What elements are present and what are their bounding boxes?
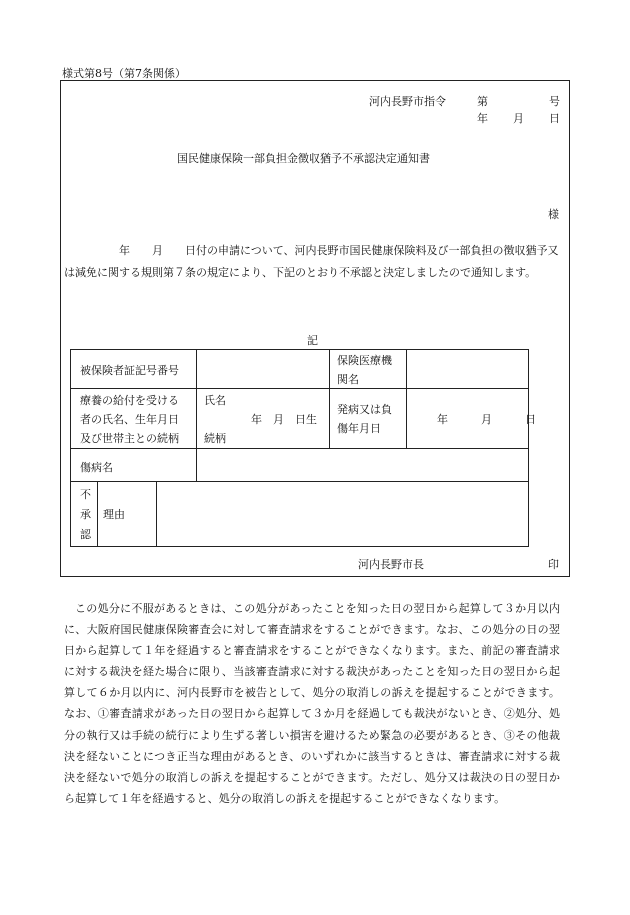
- table-border-left: [70, 349, 71, 547]
- table-border-bottom: [70, 546, 528, 547]
- table-line-3: [70, 481, 528, 482]
- onset-date: 年 月 日: [437, 413, 536, 426]
- table-col-reason: [156, 481, 157, 546]
- table-col-3: [406, 349, 407, 448]
- date-day: 日: [549, 112, 560, 125]
- onset-label-2: 傷年月日: [337, 422, 381, 435]
- table-line-1: [70, 388, 528, 389]
- birth-date: 年 月 日生: [251, 413, 317, 426]
- table-col-1: [196, 349, 197, 481]
- reason-label: 理由: [103, 508, 125, 521]
- mayor-label: 河内長野市長: [358, 558, 424, 571]
- seal-mark: 印: [548, 558, 559, 571]
- relation-label: 続柄: [204, 432, 226, 445]
- disapproval-char-1: 不: [80, 488, 91, 501]
- onset-label-1: 発病又は負: [337, 403, 392, 416]
- table-col-disapproval: [97, 481, 98, 546]
- disapproval-char-3: 認: [80, 528, 91, 541]
- issuer-label: 河内長野市指令: [369, 95, 446, 108]
- body-text: 年 月 日付の申請について、河内長野市国民健康保険料及び一部負担の徴収猶予又は減免に関する規則第７条の規定により、下記のとおり不承認と決定しましたので通知します。: [64, 244, 559, 279]
- table-line-2: [70, 448, 528, 449]
- notice-frame: [60, 80, 570, 577]
- name-label: 氏名: [204, 394, 226, 407]
- recipient-label-1: 療養の給付を受ける: [80, 394, 179, 407]
- medical-institution-label-2: 関名: [337, 373, 359, 386]
- table-border-top: [70, 349, 528, 350]
- appeal-notice: この処分に不服があるときは、この処分があったことを知った日の翌日から起算して３か月以内に、大阪府国民健康保険審査会に対して審査請求をすることができます。なお、この処分の日の翌日から起算して１年を経過すると審査請求をすることができなくなります。また、前記の審査請求に対する裁決を経た場合に限り、当該審査請求に対する裁決があったことを知った日の翌日から起算して６か月以内に、河内長野市を被告として、処分の取消しの訴えを提起することができます。なお、①審査請求があった日の翌日から起算して３か月を経過しても裁決がないとき、②処分、処分の執行又は手続の続行により生ずる著しい損害を避けるため緊急の必要があるとき、③その他裁決を経ないことにつき正当な理由があるとき、のいずれかに該当するときは、審査請求に対する裁決を経ないで処分の取消しの訴えを提起することができます。ただし、処分又は裁決の日の翌日から起算して１年を経過すると、処分の取消しの訴えを提起することができなくなります。: [64, 602, 560, 805]
- recipient-label-2: 者の氏名、生年月日: [80, 413, 179, 426]
- ki-label: 記: [307, 334, 318, 347]
- insured-number-label: 被保険者証記号番号: [80, 364, 179, 377]
- medical-institution-label-1: 保険医療機: [337, 354, 392, 367]
- recipient-label-3: 及び世帯主との続柄: [80, 432, 179, 445]
- table-col-2: [329, 349, 330, 448]
- disapproval-char-2: 承: [80, 508, 91, 521]
- number-suffix: 号: [549, 95, 560, 108]
- date-month: 月: [513, 112, 524, 125]
- disease-label: 傷病名: [80, 461, 113, 474]
- table-border-right: [528, 349, 529, 547]
- number-label: 第: [477, 95, 488, 108]
- addressee-suffix: 様: [548, 208, 559, 221]
- form-number: 様式第8号（第7条関係）: [62, 67, 186, 80]
- date-year: 年: [477, 112, 488, 125]
- document-title: 国民健康保険一部負担金徴収猶予不承認決定通知書: [177, 152, 430, 165]
